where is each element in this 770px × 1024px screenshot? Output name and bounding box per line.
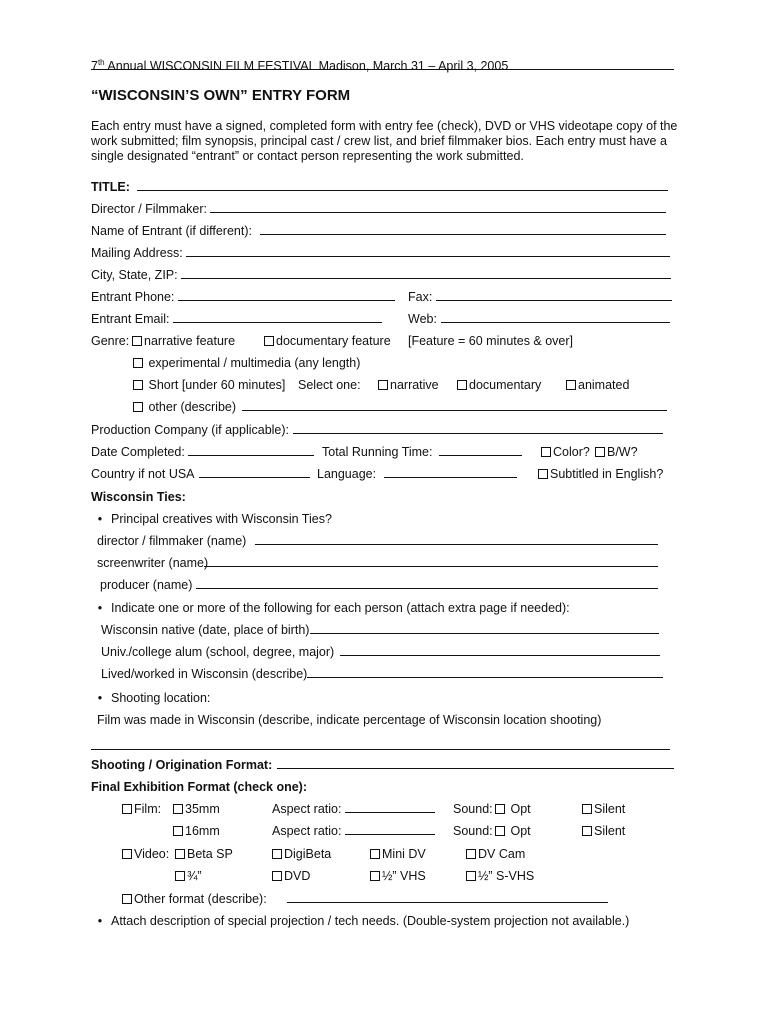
ties-screenwriter-label: screenwriter (name) (97, 556, 209, 570)
film-35mm-option[interactable] (173, 801, 220, 817)
short-animated[interactable] (566, 377, 629, 393)
ties-native-field[interactable] (310, 633, 659, 634)
bullet-icon: • (97, 512, 103, 526)
feature-note: [Feature = 60 minutes & over] (408, 334, 574, 348)
shooting-format-field[interactable] (277, 768, 674, 769)
ties-native-label: Wisconsin native (date, place of birth) (101, 623, 310, 637)
ties-director-label: director / filmmaker (name) (97, 534, 247, 548)
checkbox-icon[interactable] (495, 826, 505, 836)
title-field[interactable] (137, 190, 668, 191)
checkbox-icon[interactable] (378, 380, 388, 390)
bullet-icon: • (97, 914, 103, 928)
checkbox-icon[interactable] (133, 402, 143, 412)
video-option[interactable] (122, 846, 169, 862)
genre-narrative-feature-label: narrative feature (144, 334, 236, 348)
sound-16-opt[interactable] (495, 823, 531, 839)
aspect-35-field[interactable] (345, 812, 435, 813)
title-label: TITLE: (91, 180, 130, 194)
digibeta-label: DigiBeta (284, 847, 332, 861)
header-underline (91, 69, 674, 70)
checkbox-icon[interactable] (272, 871, 282, 881)
sound-16-label: Sound: (453, 824, 493, 838)
fax-field[interactable] (436, 300, 672, 301)
checkbox-icon[interactable] (595, 447, 605, 457)
mini-dv-option[interactable] (370, 846, 426, 862)
ties-director-field[interactable] (255, 544, 658, 545)
running-time-label: Total Running Time: (322, 445, 433, 459)
sound-35-label: Sound: (453, 802, 493, 816)
checkbox-icon[interactable] (541, 447, 551, 457)
web-field[interactable] (441, 322, 670, 323)
mini-dv-label: Mini DV (382, 847, 426, 861)
sound-35-opt[interactable] (495, 801, 531, 817)
other-format-label: Other format (describe): (134, 892, 267, 906)
checkbox-icon[interactable] (457, 380, 467, 390)
sound-16-silent-label: Silent (594, 824, 626, 838)
short-animated-label: animated (578, 378, 630, 392)
language-field[interactable] (384, 477, 517, 478)
ties-bullet-2 (91, 600, 570, 616)
checkbox-icon[interactable] (133, 358, 143, 368)
ties-made-in-label: Film was made in Wisconsin (describe, indicate percentage of Wisconsin location shooting) (97, 713, 602, 727)
select-one-label: Select one: (298, 378, 361, 392)
checkbox-icon[interactable] (466, 849, 476, 859)
genre-short-label: Short [under 60 minutes] (148, 378, 286, 392)
checkbox-icon[interactable] (122, 894, 132, 904)
short-documentary-label: documentary (469, 378, 542, 392)
director-field[interactable] (210, 212, 666, 213)
email-label: Entrant Email: (91, 312, 170, 326)
genre-experimental[interactable] (133, 355, 360, 371)
ties-bullet-1-text: Principal creatives with Wisconsin Ties? (111, 512, 332, 526)
city-label: City, State, ZIP: (91, 268, 178, 282)
running-time-field[interactable] (439, 455, 522, 456)
genre-other-label: other (describe) (148, 400, 237, 414)
country-field[interactable] (199, 477, 310, 478)
aspect-35-label: Aspect ratio: (272, 802, 342, 816)
other-format-field[interactable] (287, 902, 608, 903)
ties-alum-label: Univ./college alum (school, degree, major) (101, 645, 335, 659)
film-16mm-label: 16mm (185, 824, 220, 838)
header-ordinal: 7 (91, 59, 98, 74)
subtitled-option[interactable] (538, 466, 663, 482)
checkbox-icon[interactable] (173, 804, 183, 814)
company-label: Production Company (if applicable): (91, 423, 290, 437)
form-title: “WISCONSIN’S OWN” ENTRY FORM (91, 87, 351, 104)
aspect-16-field[interactable] (345, 834, 435, 835)
dv-cam-label: DV Cam (478, 847, 526, 861)
bw-option[interactable] (595, 444, 638, 460)
film-option[interactable] (122, 801, 161, 817)
ties-bullet-3-text: Shooting location: (111, 691, 211, 705)
aspect-16-label: Aspect ratio: (272, 824, 342, 838)
checkbox-icon[interactable] (264, 336, 274, 346)
dv-cam-option[interactable] (466, 846, 525, 862)
entrant-field[interactable] (260, 234, 666, 235)
header-ordinal-suffix: th (97, 58, 105, 67)
checkbox-icon[interactable] (538, 469, 548, 479)
ties-screenwriter-field[interactable] (204, 566, 658, 567)
genre-experimental-label: experimental / multimedia (any length) (148, 356, 361, 370)
dvd-option[interactable] (272, 868, 310, 884)
beta-sp-label: Beta SP (187, 847, 233, 861)
subtitled-label: Subtitled in English? (550, 467, 664, 481)
checkbox-icon[interactable] (122, 804, 132, 814)
entrant-label: Name of Entrant (if different): (91, 224, 252, 238)
country-label: Country if not USA (91, 467, 195, 481)
genre-narrative-feature[interactable] (132, 333, 235, 349)
fax-label: Fax: (408, 290, 433, 304)
color-option[interactable] (541, 444, 590, 460)
checkbox-icon[interactable] (173, 826, 183, 836)
final-format-heading: Final Exhibition Format (check one): (91, 780, 307, 794)
beta-sp-option[interactable] (175, 846, 233, 862)
sound-16-silent[interactable] (582, 823, 625, 839)
date-completed-label: Date Completed: (91, 445, 185, 459)
half-vhs-option[interactable] (370, 868, 426, 884)
checkbox-icon[interactable] (566, 380, 576, 390)
mailing-label: Mailing Address: (91, 246, 183, 260)
checkbox-icon[interactable] (272, 849, 282, 859)
three-quarter-label: ¾” (187, 869, 202, 883)
header-line (91, 55, 508, 74)
ties-bullet-1 (91, 511, 332, 527)
genre-documentary-feature[interactable] (264, 333, 391, 349)
phone-label: Entrant Phone: (91, 290, 175, 304)
checkbox-icon[interactable] (122, 849, 132, 859)
ties-lived-label: Lived/worked in Wisconsin (describe) (101, 667, 308, 681)
language-label: Language: (317, 467, 377, 481)
film-35mm-label: 35mm (185, 802, 220, 816)
checkbox-icon[interactable] (132, 336, 142, 346)
half-vhs-label: ½” VHS (382, 869, 426, 883)
short-narrative[interactable] (378, 377, 439, 393)
bullet-icon: • (97, 691, 103, 705)
genre-short[interactable] (133, 377, 285, 393)
checkbox-icon[interactable] (175, 871, 185, 881)
genre-other-field[interactable] (242, 410, 667, 411)
short-documentary[interactable] (457, 377, 541, 393)
digibeta-option[interactable] (272, 846, 331, 862)
sound-35-silent-label: Silent (594, 802, 626, 816)
color-label: Color? (553, 445, 590, 459)
short-narrative-label: narrative (390, 378, 439, 392)
checkbox-icon[interactable] (175, 849, 185, 859)
checkbox-icon[interactable] (582, 804, 592, 814)
film-label: Film: (134, 802, 162, 816)
three-quarter-option[interactable] (175, 868, 202, 884)
city-field[interactable] (181, 278, 671, 279)
genre-label: Genre: (91, 334, 130, 348)
other-format-option[interactable] (122, 891, 267, 907)
ties-bullet-3 (91, 690, 210, 706)
checkbox-icon[interactable] (495, 804, 505, 814)
video-label: Video: (134, 847, 170, 861)
director-label: Director / Filmmaker: (91, 202, 207, 216)
bullet-icon: • (97, 601, 103, 615)
ties-made-in-field[interactable] (91, 749, 670, 750)
half-svhs-option[interactable] (466, 868, 534, 884)
dvd-label: DVD (284, 869, 311, 883)
sound-35-opt-label: Opt (510, 802, 531, 816)
ties-producer-label: producer (name) (100, 578, 193, 592)
header-text: Annual WISCONSIN FILM FESTIVAL Madison, March 31 – April 3, 2005 (107, 59, 509, 74)
phone-field[interactable] (178, 300, 395, 301)
sound-35-silent[interactable] (582, 801, 625, 817)
date-completed-field[interactable] (188, 455, 314, 456)
checkbox-icon[interactable] (370, 871, 380, 881)
genre-other[interactable] (133, 399, 236, 415)
ties-alum-field[interactable] (340, 655, 660, 656)
checkbox-icon[interactable] (133, 380, 143, 390)
genre-documentary-feature-label: documentary feature (276, 334, 391, 348)
bw-label: B/W? (607, 445, 638, 459)
attach-text: Attach description of special projection / tech needs. (Double-system projection not available.) (111, 914, 630, 928)
ties-producer-field[interactable] (196, 588, 658, 589)
company-field[interactable] (293, 433, 663, 434)
ties-lived-field[interactable] (307, 677, 663, 678)
ties-heading: Wisconsin Ties: (91, 490, 186, 504)
attach-bullet (91, 913, 629, 929)
checkbox-icon[interactable] (582, 826, 592, 836)
checkbox-icon[interactable] (370, 849, 380, 859)
film-16mm-option[interactable] (173, 823, 220, 839)
email-field[interactable] (173, 322, 382, 323)
ties-bullet-2-text: Indicate one or more of the following for each person (attach extra page if needed): (111, 601, 570, 615)
intro-paragraph: Each entry must have a signed, completed form with entry fee (check), DVD or VHS videotape copy of the work submitted; film synopsis, principal cast / crew list, and brief filmmaker bios. Each entry must have a single designated “entrant” or contact person representing the work submitted. (91, 119, 678, 163)
mailing-field[interactable] (186, 256, 670, 257)
checkbox-icon[interactable] (466, 871, 476, 881)
sound-16-opt-label: Opt (510, 824, 531, 838)
web-label: Web: (408, 312, 437, 326)
half-svhs-label: ½” S-VHS (478, 869, 535, 883)
shooting-format-label: Shooting / Origination Format: (91, 758, 273, 772)
